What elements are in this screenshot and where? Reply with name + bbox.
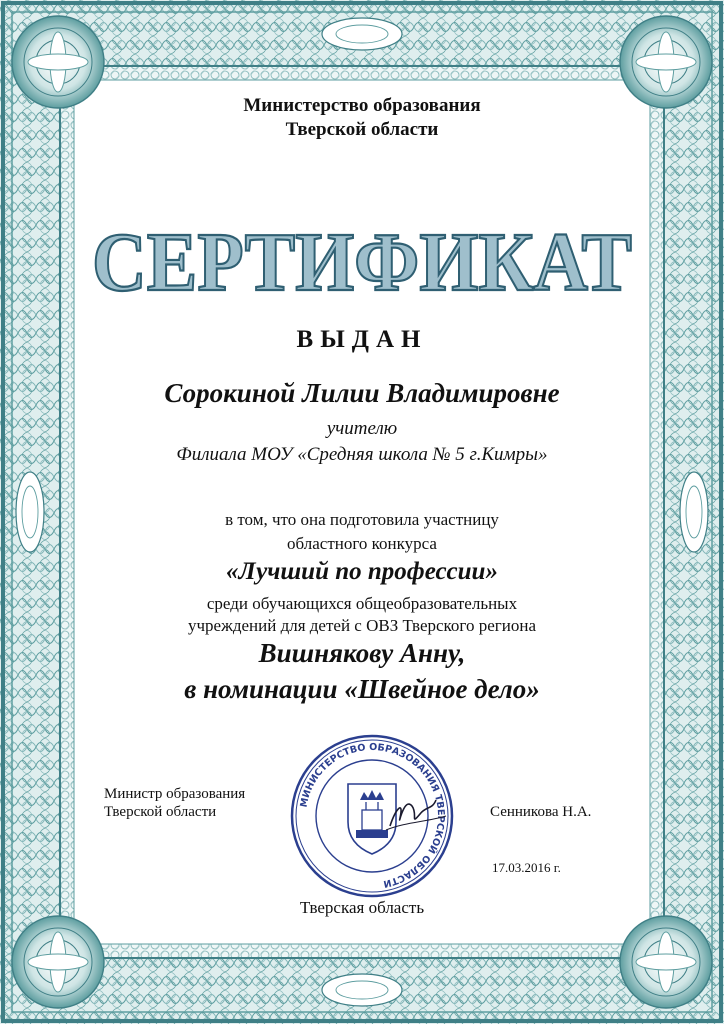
region-footer: Тверская область bbox=[299, 898, 425, 917]
certificate-title bbox=[80, 208, 644, 308]
coat-of-arms-icon bbox=[348, 784, 396, 854]
nomination: в номинации «Швейное дело» bbox=[184, 674, 540, 704]
body-line-2: областного конкурса bbox=[287, 534, 437, 553]
issued-label: ВЫДАН bbox=[296, 326, 428, 353]
recipient-school: Филиала МОУ «Средняя школа № 5 г.Кимры» bbox=[176, 444, 548, 465]
signer-name: Сенникова Н.А. bbox=[490, 804, 592, 820]
body-line-4: учреждений для детей с ОВЗ Тверского региона bbox=[188, 616, 536, 635]
minister-title-line2: Тверской области bbox=[104, 804, 217, 820]
student-name: Вишнякову Анну, bbox=[258, 638, 466, 668]
certificate-title-text: СЕРТИФИКАТ bbox=[92, 216, 632, 308]
svg-text:МИНИСТЕРСТВО ОБРАЗОВАНИЯ ТВЕРС bbox=[299, 742, 447, 889]
body-line-1: в том, что она подготовила участницу bbox=[225, 510, 499, 529]
body-line-3: среди обучающихся общеобразовательных bbox=[206, 594, 518, 613]
contest-name: «Лучший по профессии» bbox=[226, 558, 498, 585]
seal-text: МИНИСТЕРСТВО ОБРАЗОВАНИЯ ТВЕРСКОЙ ОБЛАСТИ bbox=[298, 741, 447, 890]
ministry-name-line2: Тверской области bbox=[285, 119, 439, 140]
official-seal bbox=[286, 730, 458, 902]
recipient-role: учителю bbox=[326, 418, 398, 439]
ministry-name-line1: Министерство образования bbox=[243, 95, 481, 116]
recipient-name: Сорокиной Лилии Владимировне bbox=[164, 378, 560, 408]
issue-date: 17.03.2016 г. bbox=[492, 860, 561, 875]
minister-title-line1: Министр образования bbox=[104, 786, 246, 802]
